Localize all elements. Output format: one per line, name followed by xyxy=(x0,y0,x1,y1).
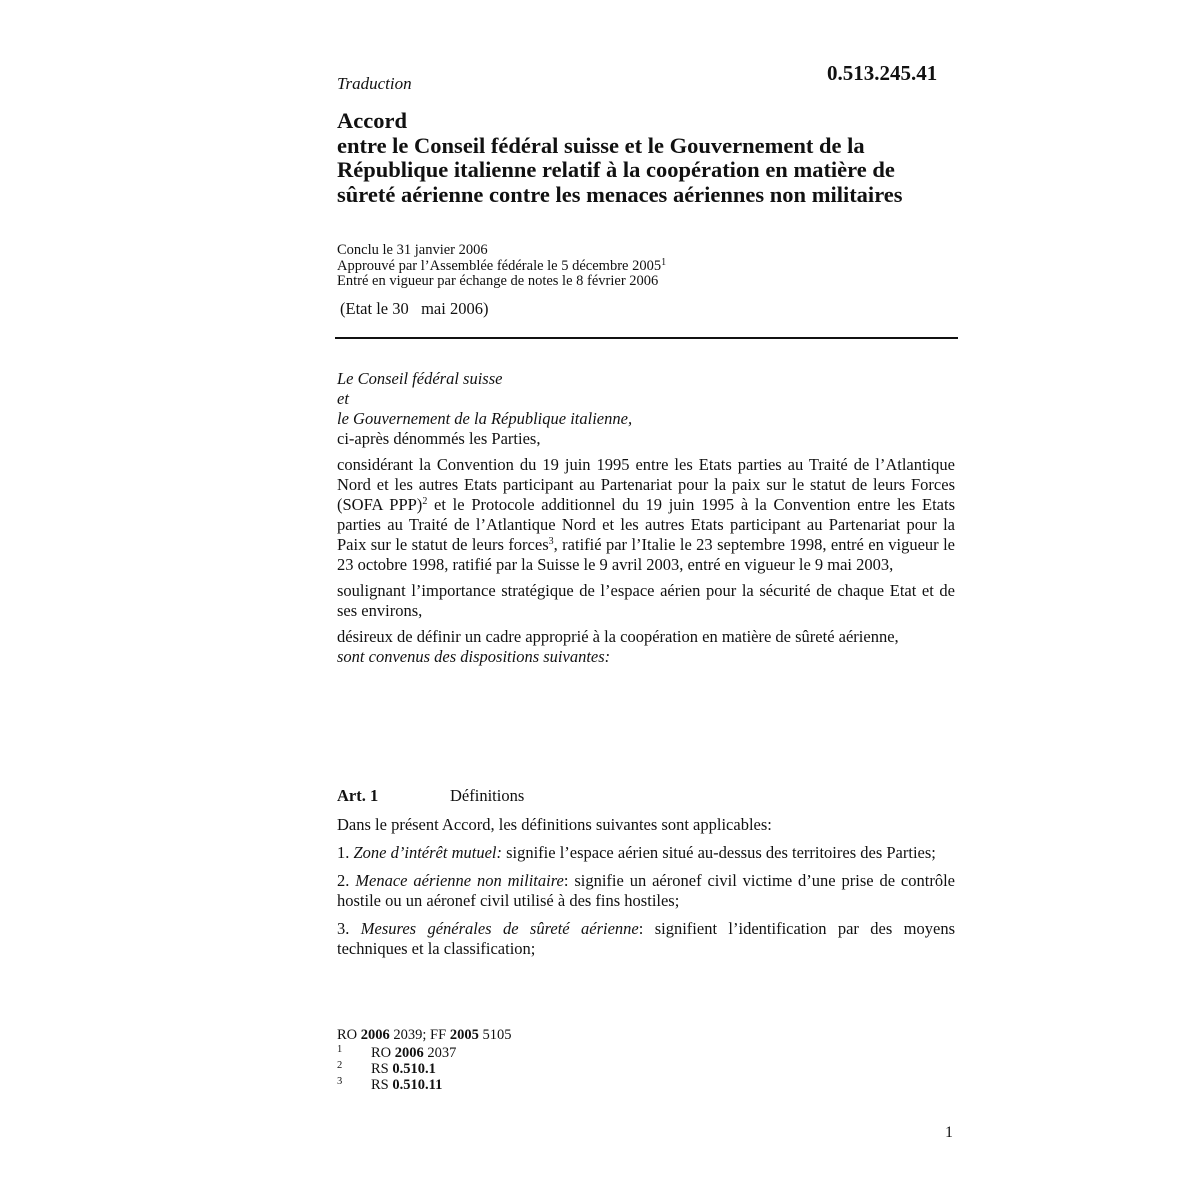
party-italy: le Gouvernement de la République italienne, xyxy=(337,409,633,428)
page-number: 1 xyxy=(945,1124,953,1141)
definition-1: 1. Zone d’intérêt mutuel: signifie l’espace aérien situé au-dessus des territoires des Parties; xyxy=(337,843,936,862)
article-heading xyxy=(337,786,955,806)
article-number: Art. 1 xyxy=(337,786,379,805)
considerant-paragraph: considérant la Convention du 19 juin 1995 entre les Etats parties au Traité de l’Atlantique Nord et les autres Etats participant au Partenariat pour la paix sur le statut de leurs Forces (SOFA PPP)$^2$ et le Protocole additionnel du 19 juin 1995 à la Convention entre les Etats parties au Traité de l’Atlantique Nord et les autres Etats participant au Partenariat pour la Paix sur le statut de leurs forces$^3$, ratifié par l’Italie le 23 septembre 1998, entré en vigueur le 23 octobre 1998, ratifié par la Suisse le 9 avril 2003, entré en vigueur le 9 mai 2003, xyxy=(337,455,956,574)
title-line-4: sûreté aérienne contre les menaces aériennes non militaires xyxy=(337,181,903,207)
footnote-ref-3: 3 xyxy=(548,536,554,547)
footnote-3: 3 RS 0.510.11 xyxy=(337,1076,443,1093)
footnote-mark: 1 xyxy=(337,1044,343,1055)
preamble xyxy=(337,369,955,667)
parties-designation: ci-après dénommés les Parties, xyxy=(337,429,541,448)
approval-date: Approuvé par l’Assemblée fédérale le 5 décembre 2005$^1$ xyxy=(337,256,667,274)
sr-number: 0.513.245.41 xyxy=(827,61,938,85)
document-title xyxy=(337,109,955,207)
footnote-2: 2 RS 0.510.1 xyxy=(337,1060,436,1077)
footnote-1: 1 RO 2006 2037 xyxy=(337,1044,457,1061)
footnotes xyxy=(337,1027,955,1093)
conjunction-et: et xyxy=(337,389,349,408)
document-metadata xyxy=(337,243,955,290)
definition-term: Zone d’intérêt mutuel: xyxy=(353,843,502,862)
definition-2: 2. Menace aérienne non militaire: signifie un aéronef civil victime d’une prise de contrôle hostile ou un aéronef civil utilisé à des fins hostiles; xyxy=(337,871,955,910)
title-line-1: Accord xyxy=(337,108,407,133)
footnote-mark: 3 xyxy=(337,1076,343,1087)
desireux-paragraph: désireux de définir un cadre approprié à la coopération en matière de sûreté aérienne, xyxy=(337,627,899,646)
definition-3: 3. Mesures générales de sûreté aérienne: signifient l’identification par des moyens techniques et la classification; xyxy=(337,919,956,958)
definition-term: Mesures générales de sûreté aérienne xyxy=(360,919,639,938)
translation-label: Traduction xyxy=(337,74,412,93)
footnote-ref-2: 2 xyxy=(422,496,428,507)
status-date: (Etat le 30 mai 2006) xyxy=(340,299,489,318)
entry-into-force-date: Entré en vigueur par échange de notes le 8 février 2006 xyxy=(337,273,659,289)
article-1 xyxy=(337,786,955,959)
footnote-ref-1: 1 xyxy=(661,256,667,268)
article-intro: Dans le présent Accord, les définitions suivantes sont applicables: xyxy=(337,815,772,834)
footnote-mark: 2 xyxy=(337,1060,343,1071)
title-line-2: entre le Conseil fédéral suisse et le Gouvernement de la xyxy=(337,132,865,158)
definition-term: Menace aérienne non militaire xyxy=(355,871,564,890)
party-swiss: Le Conseil fédéral suisse xyxy=(337,369,503,388)
agreement-clause: sont convenus des dispositions suivantes: xyxy=(337,647,611,666)
header-divider xyxy=(335,337,958,339)
publication-reference: RO 2006 2039; FF 2005 5105 xyxy=(337,1027,512,1043)
soulignant-paragraph: soulignant l’importance stratégique de l’espace aérien pour la sécurité de chaque Etat et de ses environs, xyxy=(337,581,955,620)
conclusion-date: Conclu le 31 janvier 2006 xyxy=(337,242,488,258)
title-line-3: République italienne relatif à la coopération en matière de xyxy=(337,157,895,182)
article-title: Définitions xyxy=(450,786,525,805)
